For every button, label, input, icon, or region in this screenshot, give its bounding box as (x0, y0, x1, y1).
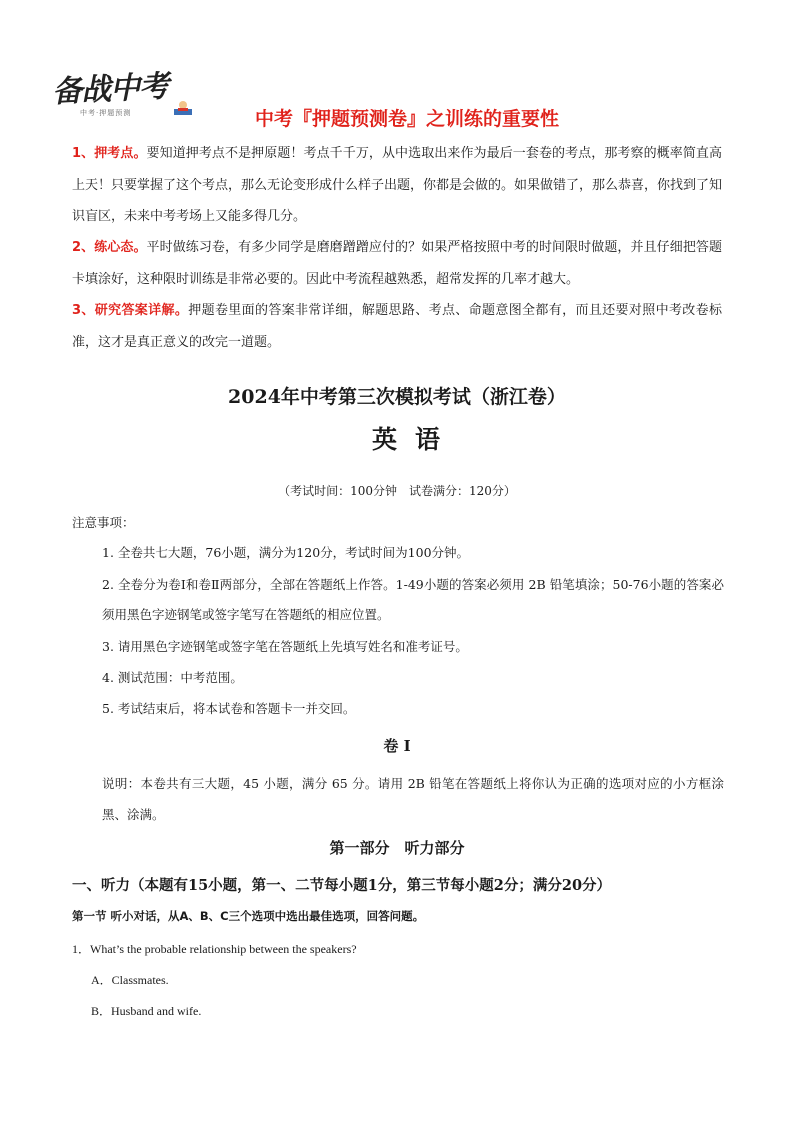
exam-subject: 英语 (371, 425, 458, 454)
promo-item-label: 1、押考点。 (72, 146, 147, 161)
note-item-1 (72, 538, 724, 568)
question-1: 1．What’s the probable relationship between the speakers? (72, 942, 357, 956)
volume-explain-text: 说明：本卷共有三大题，45 小题，满分 65 分。请用 2B 铅笔在答题纸上将你认为正确的选项对应的小方框涂黑、涂满。 (102, 776, 724, 822)
note-item-2 (72, 570, 724, 630)
exam-time-line: （考试时间：100分钟 试卷满分：120分） (278, 484, 516, 498)
logo-text: 备战中考 (51, 68, 170, 111)
promo-item-text: 押题卷里面的答案非常详细，解题思路、考点、命题意图全都有，而且还要对照中考改卷标准，这才是真正意义的改完一道题。 (72, 303, 722, 350)
promo-item-text: 要知道押考点不是押原题！考点千千万，从中选取出来作为最后一套卷的考点，那考察的概率简直高上天！只要掌握了这个考点，那么无论变形成什么样子出题，你都是会做的。如果做错了，那么恭喜，你找到了知识盲区，未来中考考场上又能多得几分。 (72, 146, 723, 224)
promo-item-2 (72, 232, 722, 295)
note-text: 3. 请用黑色字迹钢笔或签字笔在答题纸上先填写姓名和准考证号。 (102, 639, 468, 654)
note-item-3 (72, 632, 724, 662)
note-item-4 (72, 663, 724, 693)
subsection-heading: 第一节 听小对话，从A、B、C三个选项中选出最佳选项，回答问题。 (72, 909, 425, 923)
promo-title-text: 中考『押题预测卷』之训练的重要性 (254, 108, 559, 130)
note-item-5 (72, 694, 724, 724)
notes-heading: 注意事项： (72, 515, 135, 530)
logo-subtitle: 中考·押题预测 (80, 109, 132, 117)
promo-item-text: 平时做练习卷，有多少同学是磨磨蹭蹭应付的？如果严格按照中考的时间限时做题，并且仔细把答题卡填涂好，这种限时训练是非常必要的。因此中考流程越熟悉，超常发挥的几率才越大。 (72, 240, 722, 287)
volume-explain (72, 768, 724, 830)
promo-item-label: 2、练心态。 (72, 240, 147, 255)
part-title: 第一部分 听力部分 (329, 839, 465, 857)
promo-title (0, 104, 794, 131)
promo-item-3 (72, 295, 722, 358)
section-heading: 一、听力（本题有15小题，第一、二节每小题1分，第三节每小题2分；满分20分） (72, 877, 612, 894)
exam-title: 2024年中考第三次模拟考试（浙江卷） (228, 386, 566, 408)
volume-title: 卷 I (383, 737, 411, 755)
note-text: 5. 考试结束后，将本试卷和答题卡一并交回。 (102, 701, 356, 716)
note-text: 1. 全卷共七大题，76小题，满分为120分，考试时间为100分钟。 (102, 545, 470, 560)
promo-item-1 (72, 138, 722, 233)
promo-item-label: 3、研究答案详解。 (72, 303, 189, 318)
note-text: 2. 全卷分为卷Ⅰ和卷Ⅱ两部分，全部在答题纸上作答。1-49小题的答案必须用 2B 铅笔填涂；50-76小题的答案必须用黑色字迹钢笔或签字笔写在答题纸的相应位置。 (102, 577, 724, 622)
option-a: A．Classmates. (91, 973, 169, 987)
option-b: B．Husband and wife. (91, 1004, 202, 1018)
note-text: 4. 测试范围：中考范围。 (102, 670, 243, 685)
